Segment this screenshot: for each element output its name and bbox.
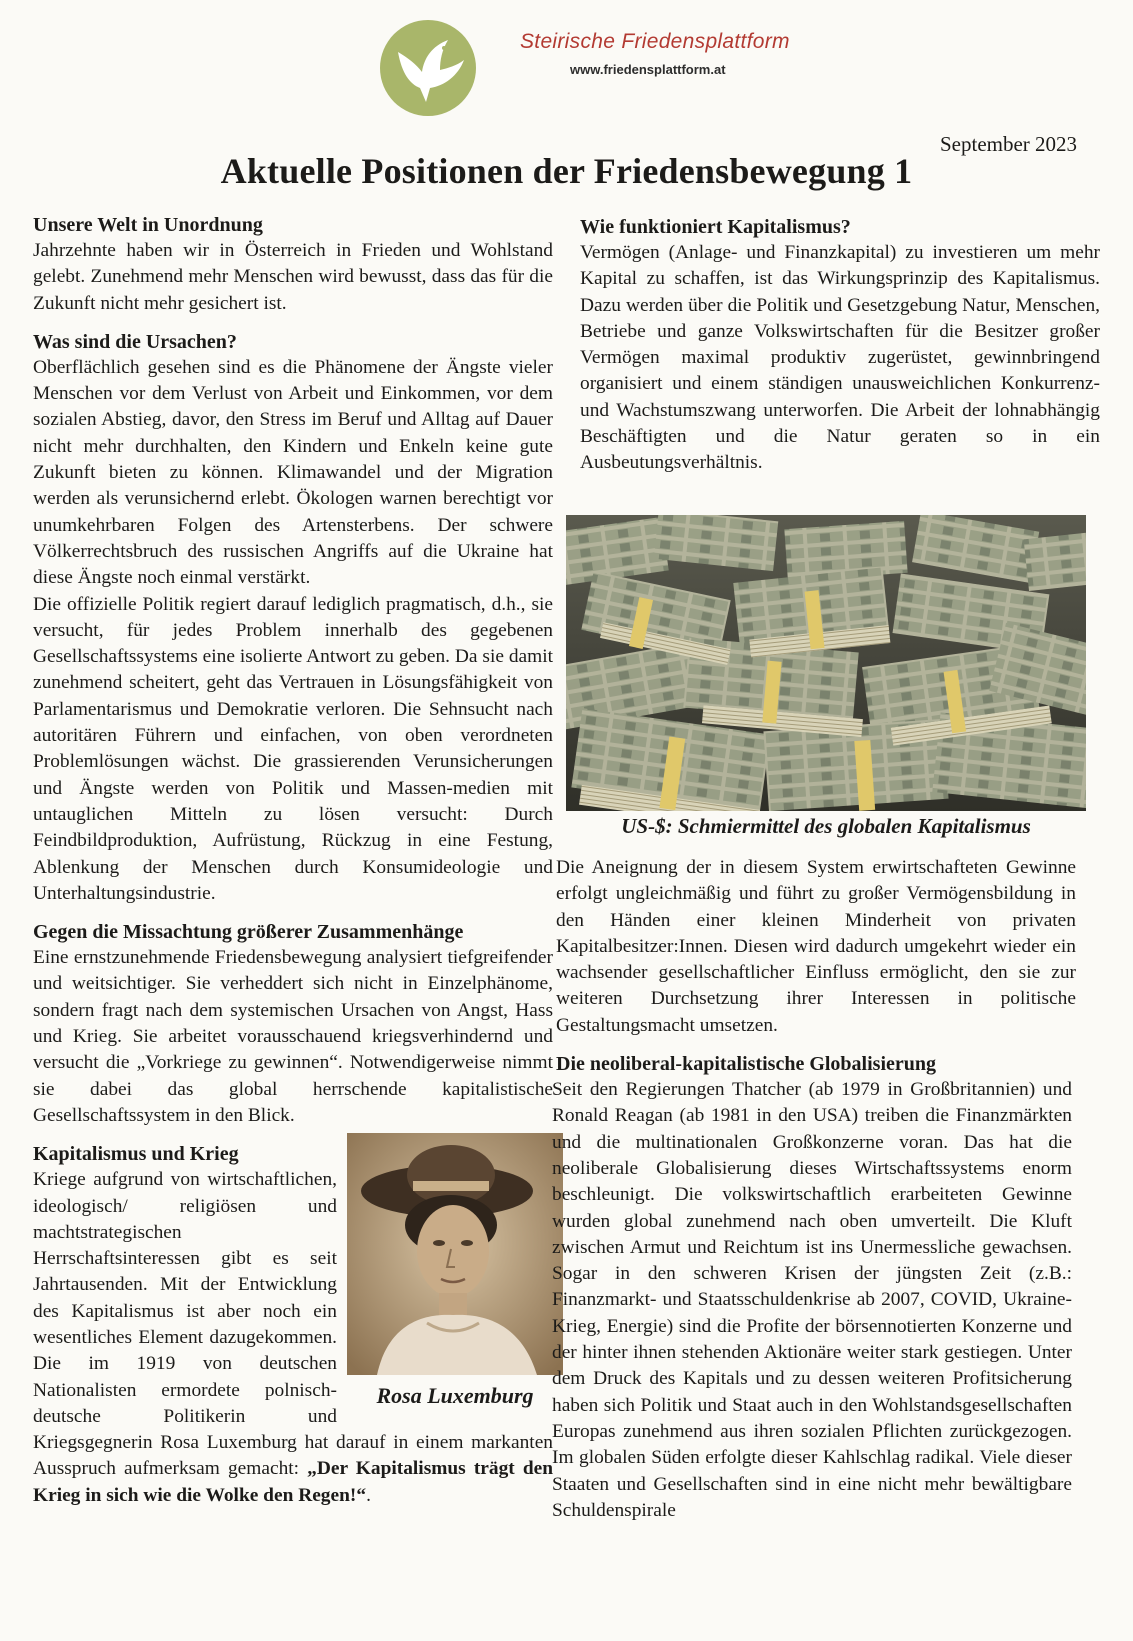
section-heading-kapitalismus-krieg: Kapitalismus und Krieg [33, 1143, 239, 1166]
paragraph: Jahrzehnte haben wir in Österreich in Frieden und Wohlstand gelebt. Zunehmend mehr Menschen wird bewusst, dass das für die Zukunft nicht mehr gesichert ist. [33, 240, 553, 314]
money-caption: US-$: Schmiermittel des globalen Kapitalismus [621, 813, 1031, 838]
luxemburg-quote: „Der Kapitalismus trägt den Krieg in sich wie die Wolke den Regen!“ [33, 1458, 553, 1506]
portrait-caption: Rosa Luxemburg [376, 1383, 534, 1409]
paragraph: Eine ernstzunehmende Friedensbewegung analysiert tiefgreifender und weitsichtiger. Sie verheddert sich nicht in Einzelphänome, sondern fragt nach dem systemischen Ursachen von Angst, Hass und Krieg. Sie arbeitet vorausschauend kriegsverhindernd und versucht die „Vorkriege zu gewinnen“. Notwendigerweise nimmt sie dabei das global herrschende kapitalistische Gesellschaftssystem in den Blick. [33, 947, 553, 1126]
left-column [33, 212, 553, 1509]
portrait-figure [347, 1133, 563, 1409]
page-title: Aktuelle Positionen der Friedensbewegung 1 [220, 151, 913, 191]
right-column [552, 214, 1100, 1524]
section-heading-ursachen: Was sind die Ursachen? [33, 330, 237, 353]
section-heading-unordnung: Unsere Welt in Unordnung [33, 214, 263, 236]
paragraph: Seit den Regierungen Thatcher (ab 1979 in Großbritannien) und Ronald Reagan (ab 1981 in den USA) treiben die Finanzmärkten und die multinationalen Großkonzerne voran. Das hat die neoliberale Globalisierung dieses Wirtschaftssystems enorm beschleunigt. Die volkswirtschaftlich erarbeiteten Gewinne wurden global zunehmend nach oben umverteilt. Die Kluft zwischen Armut und Reichtum ist ins Unermessliche gewachsen. Sogar in den schweren Krisen der jüngsten Zeit (z.B.: Finanzmarkt- und Staatsschuldenkrise ab 2007, COVID, Ukraine-Krieg, Energie) sind die Profite der börsennotierten Konzerne und der hinter ihnen stehenden Aktionäre weiter stark gestiegen. Unter dem Druck des Kapitals und zu dessen weiteren Profitsicherung haben sich Politik und Staat auch in den Wohlstandsgesellschaften Europas zunehmend aus ihren sozialen Pflichten zurückgezogen. Im globalen Süden erfolgte dieser Kahlschlag radikal. Viele dieser Staaten und Gesellschaften sind in eine nicht mehr bewältigbare Schuldenspirale [552, 1079, 1072, 1521]
section-heading-zusammenhaenge: Gegen die Missachtung größerer Zusammenhänge [33, 921, 464, 944]
paragraph-text: Kriege aufgrund von wirtschaftlichen, ideologisch/ religiösen und machtstrategischen Herrschaftsinteressen gibt es seit Jahrtausenden. Mit der Entwicklung des Kapitalismus ist aber noch ein wesentliches Element dazugekommen. Die im 1919 von deutschen Nationalisten ermordete polnisch-deutsche Politikerin und Kriegsgegnerin Rosa Luxemburg hat darauf in einem markanten Ausspruch aufmerksam gemacht: [33, 1169, 553, 1480]
org-name: Steirische Friedensplattform [520, 30, 790, 53]
money-stacks-photo [566, 515, 1086, 811]
paragraph: Vermögen (Anlage- und Finanzkapital) zu investieren um mehr Kapital zu schaffen, ist das Wirkungsprinzip des Kapitalismus. Dazu werden über die Politik und Gesetzgebung Natur, Menschen, Betriebe und ganze Volkswirtschaften für die Besitzer großer Vermögen maximal produktiv zugerüstet, gewinnbringend organisiert und einem ständigen unausweichlichen Konkurrenz- und Wachstumszwang unterworfen. Die Arbeit der lohnabhängig Beschäftigten und die Natur geraten so in ein Ausbeutungsverhältnis. [580, 242, 1100, 474]
org-url[interactable]: www.friedensplattform.at [570, 62, 726, 77]
publication-date: September 2023 [940, 132, 1078, 156]
paragraph-end: . [366, 1484, 371, 1506]
paragraph: Die offizielle Politik regiert darauf lediglich pragmatisch, d.h., sie versucht, für jedes Problem innerhalb des gegebenen Gesellschaftssystems eine isolierte Antwort zu geben. Da sie damit zunehmend scheitert, geht das Vertrauen in Lösungsfähigkeit von Parlamentarismus und Demokratie verloren. Die Sehnsucht nach autoritären Führern und einfachen, von oben verordneten Problemlösungen wächst. Die grassierenden Verunsicherungen und Ängste werden von Politik und Massen-medien mit untauglichen Mitteln zu lösen versucht: Durch Feindbildproduktion, Aufrüstung, Rückzug in eine Festung, Ablenkung der Menschen durch Konsumideologie und Unterhaltungsindustrie. [33, 593, 553, 904]
money-figure [566, 515, 1086, 839]
section-heading-kapitalismus-funktion: Wie funktioniert Kapitalismus? [580, 216, 851, 238]
paragraph: Oberflächlich gesehen sind es die Phänomene der Ängste vieler Menschen vor dem Verlust von Arbeit und Einkommen, vor dem sozialen Abstieg, davor, den Stress im Beruf und Alltag auf Dauer nicht mehr durchhalten, den Kindern und Enkeln keine gute Zukunft bieten zu können. Klimawandel und der Migration werden als verunsichernd erlebt. Ökologen warnen berechtigt vor unumkehrbaren Folgen des Artensterbens. Der schwere Völkerrechtsbruch des russischen Angriffs auf die Ukraine hat diese Ängste noch einmal verstärkt. [33, 356, 553, 589]
dove-icon [378, 18, 478, 118]
paragraph: Die Aneignung der in diesem System erwirtschafteten Gewinne erfolgt ungleichmäßig und führt zu großer Vermögensbildung in den Händen einer kleinen Minderheit von privaten Kapitalbesitzer:Innen. Diesen wird dadurch umgekehrt wieder ein wachsender gesellschaftlicher Einfluss ermöglicht, den sie zur weiteren Durchsetzung ihrer Interessen in politische Gestaltungsmacht umsetzen. [556, 856, 1076, 1036]
section-heading-globalisierung: Die neoliberal-kapitalistische Globalisierung [556, 1053, 937, 1076]
portrait-photo [347, 1133, 563, 1375]
